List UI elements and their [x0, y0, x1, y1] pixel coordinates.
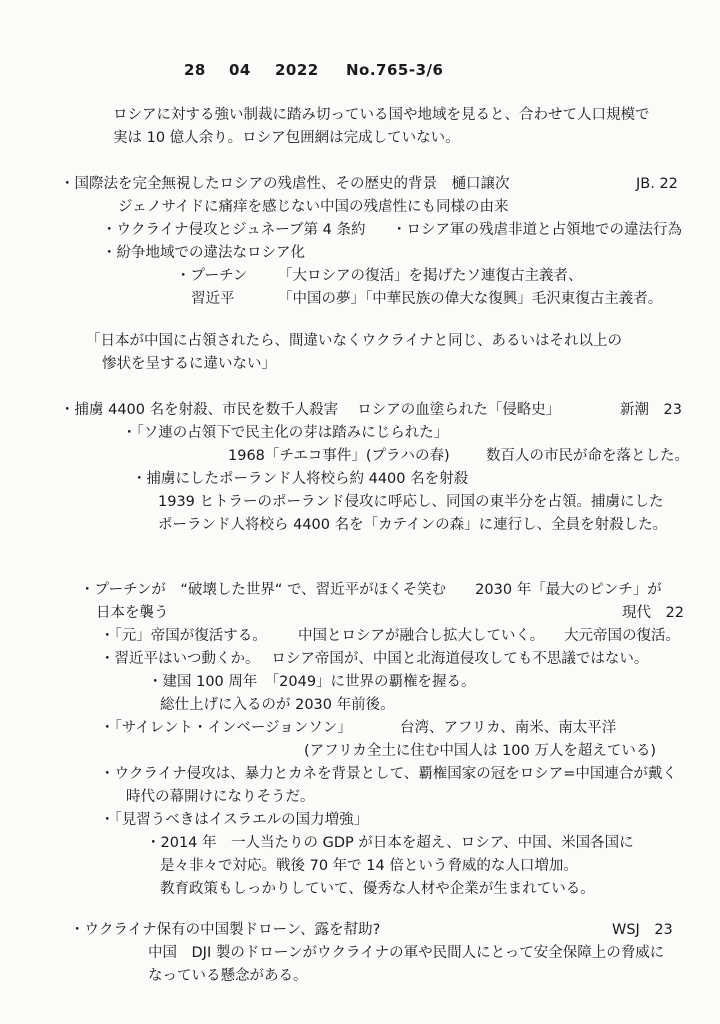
section2-title: ・捕虜 4400 名を射殺、市民を数千人殺害 ロシアの血塗られた「侵略史」 — [60, 402, 561, 418]
section1-line-1: ジェノサイドに痛痒を感じない中国の残虐性にも同様の由来 — [118, 199, 509, 215]
section3-line-2: ・習近平はいつ動くか。 ロシア帝国が、中国と北海道侵攻しても不思議ではない。 — [100, 651, 649, 667]
section3-title-2: 日本を襲う — [96, 605, 169, 621]
section3-line-3: ・建国 100 周年 「2049」に世界の覇権を握る。 — [148, 674, 476, 690]
section3-title: ・プーチンが “破壊した世界“ で、習近平がほくそ笑む 2030 年「最大のピンチ」が — [80, 582, 662, 598]
section1-line-5a: 習近平 — [191, 291, 235, 307]
section3-line-10: ・2014 年 一人当たりの GDP が日本を超え、ロシア、中国、米国各国に — [146, 835, 634, 851]
section3-line-5a: ・「サイレント・インベージョンソン」 — [100, 720, 352, 736]
section1-title: ・国際法を完全無視したロシアの残虐性、その歴史的背景 樋口譲次 — [60, 176, 510, 192]
section4-title: ・ウクライナ保有の中国製ドローン、露を幇助? — [70, 922, 381, 938]
section3-line-6: (アフリカ全土に住む中国人は 100 万人を超えている) — [304, 743, 656, 759]
section3-line-1b: 中国とロシアが融合し拡大していく。 — [298, 628, 545, 644]
section1-line-4a: ・プーチン — [176, 268, 248, 284]
section4-source: WSJ 23 — [612, 922, 673, 938]
section2-line-2a: 1968「チエコ事件」(プラハの春) — [228, 448, 450, 464]
section4-line-2: なっている懸念がある。 — [148, 968, 308, 984]
section3-line-9: ・「見習うべきはイスラエルの国力増強」 — [100, 812, 369, 828]
section1-line-4b: 「大ロシアの復活」を掲げたソ連復古主義者、 — [278, 268, 583, 284]
section3-line-4: 総仕上げに入るのが 2030 年前後。 — [160, 697, 395, 713]
section2-line-2b: 数百人の市民が命を落とした。 — [486, 448, 689, 464]
header-month: 04 — [229, 61, 251, 79]
header-day: 28 — [184, 61, 206, 79]
section2-line-3: ・捕虜にしたポーランド人将校ら約 4400 名を射殺 — [132, 471, 469, 487]
header-year: 2022 — [275, 61, 319, 79]
intro-line-1: ロシアに対する強い制裁に踏み切っている国や地域を見ると、合わせて人口規模で — [113, 107, 650, 123]
section1-quote-1: 「日本が中国に占領されたら、間違いなくウクライナと同じ、あるいはそれ以上の — [86, 333, 623, 349]
section3-source: 現代 22 — [622, 605, 684, 621]
section2-line-4: 1939 ヒトラーのポーランド侵攻に呼応し、同国の東半分を占領。捕虜にした — [158, 494, 664, 510]
section3-line-12: 教育政策もしっかりしていて、優秀な人材や企業が生まれている。 — [160, 881, 595, 897]
section3-line-8: 時代の幕開けになりそうだ。 — [126, 789, 315, 805]
section4-line-1: 中国 DJI 製のドローンがウクライナの軍や民間人にとって安全保障上の脅威に — [148, 945, 665, 961]
section2-source: 新潮 23 — [620, 402, 682, 418]
section1-quote-2: 惨状を呈するに違いない」 — [102, 356, 276, 372]
section1-source: JB. 22 — [636, 176, 678, 192]
section2-line-1: ・「ソ連の占領下で民主化の芽は踏みにじられた」 — [122, 425, 449, 441]
section1-line-2a: ・ウクライナ侵攻とジュネーブ第 4 条約 — [102, 222, 366, 238]
section1-line-5b: 「中国の夢」「中華民族の偉大な復興」毛沢東復古主義者。 — [278, 291, 663, 307]
section2-line-5: ポーランド人将校ら 4400 名を「カテインの森」に連行し、全員を射殺した。 — [158, 517, 668, 533]
intro-line-2: 実は 10 億人余り。ロシア包囲網は完成していない。 — [113, 130, 460, 146]
section3-line-7: ・ウクライナ侵攻は、暴力とカネを背景として、覇権国家の冠をロシア=中国連合が戴く — [100, 766, 677, 782]
header-number: No.765-3/6 — [346, 61, 444, 79]
section3-line-1a: ・「元」帝国が復活する。 — [100, 628, 267, 644]
section3-line-11: 是々非々で対応。戦後 70 年で 14 倍という脅威的な人口増加。 — [160, 858, 578, 874]
section3-line-5b: 台湾、アフリカ、南米、南太平洋 — [400, 720, 617, 736]
section3-line-1c: 大元帝国の復活。 — [564, 628, 680, 644]
section1-line-2b: ・ロシア軍の残虐非道と占領地での違法行為 — [392, 222, 682, 238]
section1-line-3: ・紛争地域での違法なロシア化 — [102, 245, 305, 261]
